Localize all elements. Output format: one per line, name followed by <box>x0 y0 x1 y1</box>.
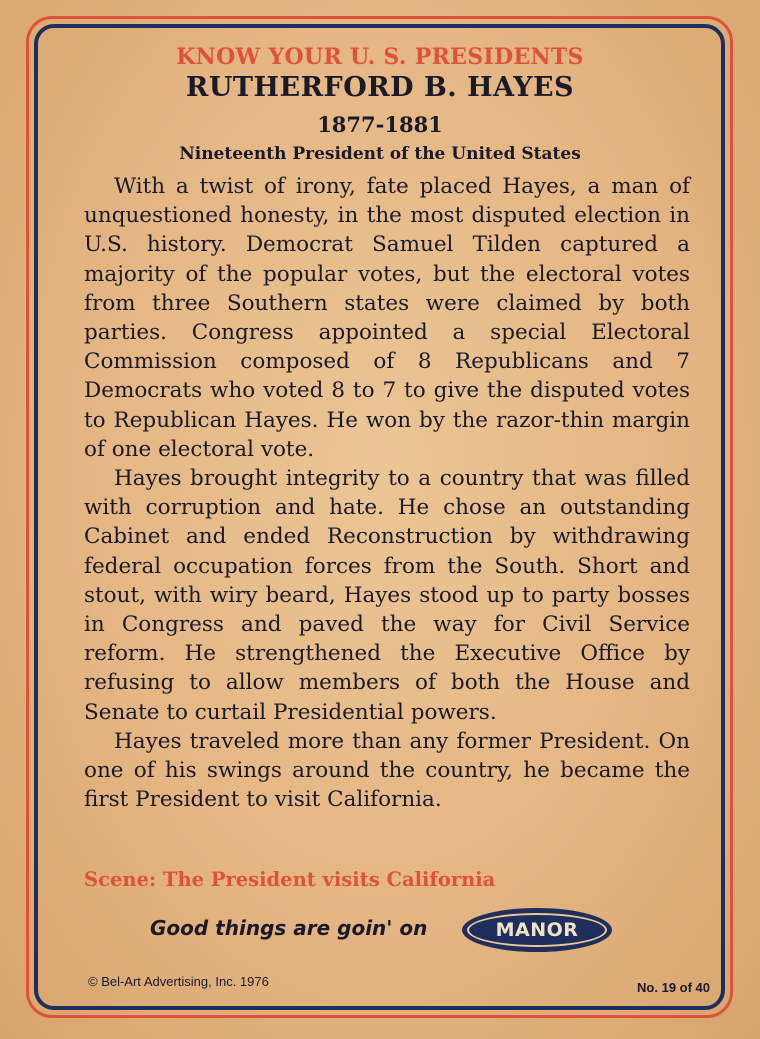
card-number: No. 19 of 40 <box>637 980 710 995</box>
series-title: KNOW YOUR U. S. PRESIDENTS <box>176 44 584 70</box>
president-name: RUTHERFORD B. HAYES <box>185 72 575 103</box>
biography-text <box>84 172 690 814</box>
presidency-subtitle: Nineteenth President of the United States <box>179 144 581 164</box>
manor-logo-ring <box>467 913 607 947</box>
copyright-notice: © Bel-Art Advertising, Inc. 1976 <box>88 974 269 989</box>
scene-caption: Scene: The President visits California <box>84 868 496 891</box>
biography-paragraph: Hayes brought integrity to a country that was filled with corruption and hate. He chose an outstanding Cabinet and ended Reconstruction by withdrawing federal occupation forces from the South. Short and stout, with wiry beard, Hayes stood up to party bosses in Congress and paved the way for Civil Service reform. He strengthened the Executive Office by refusing to allow members of both the House and Senate to curtail Presidential powers. <box>84 466 690 725</box>
manor-logo <box>462 908 612 952</box>
term-years: 1877-1881 <box>317 112 443 137</box>
biography-paragraph: Hayes traveled more than any former President. On one of his swings around the country, he became the first President to visit California. <box>84 728 690 813</box>
biography-paragraph: With a twist of irony, fate placed Hayes, a man of unquestioned honesty, in the most disputed election in U.S. history. Democrat Samuel Tilden captured a majority of the popular votes, but the electoral votes from three Southern states were claimed by both parties. Congress appointed a special Electoral Commission composed of 8 Republicans and 7 Democrats who voted 8 to 7 to give the disputed votes to Republican Hayes. He won by the razor-thin margin of one electoral vote. <box>84 174 690 462</box>
slogan: Good things are goin' on <box>150 916 428 940</box>
manor-logo-text: MANOR <box>495 919 579 941</box>
